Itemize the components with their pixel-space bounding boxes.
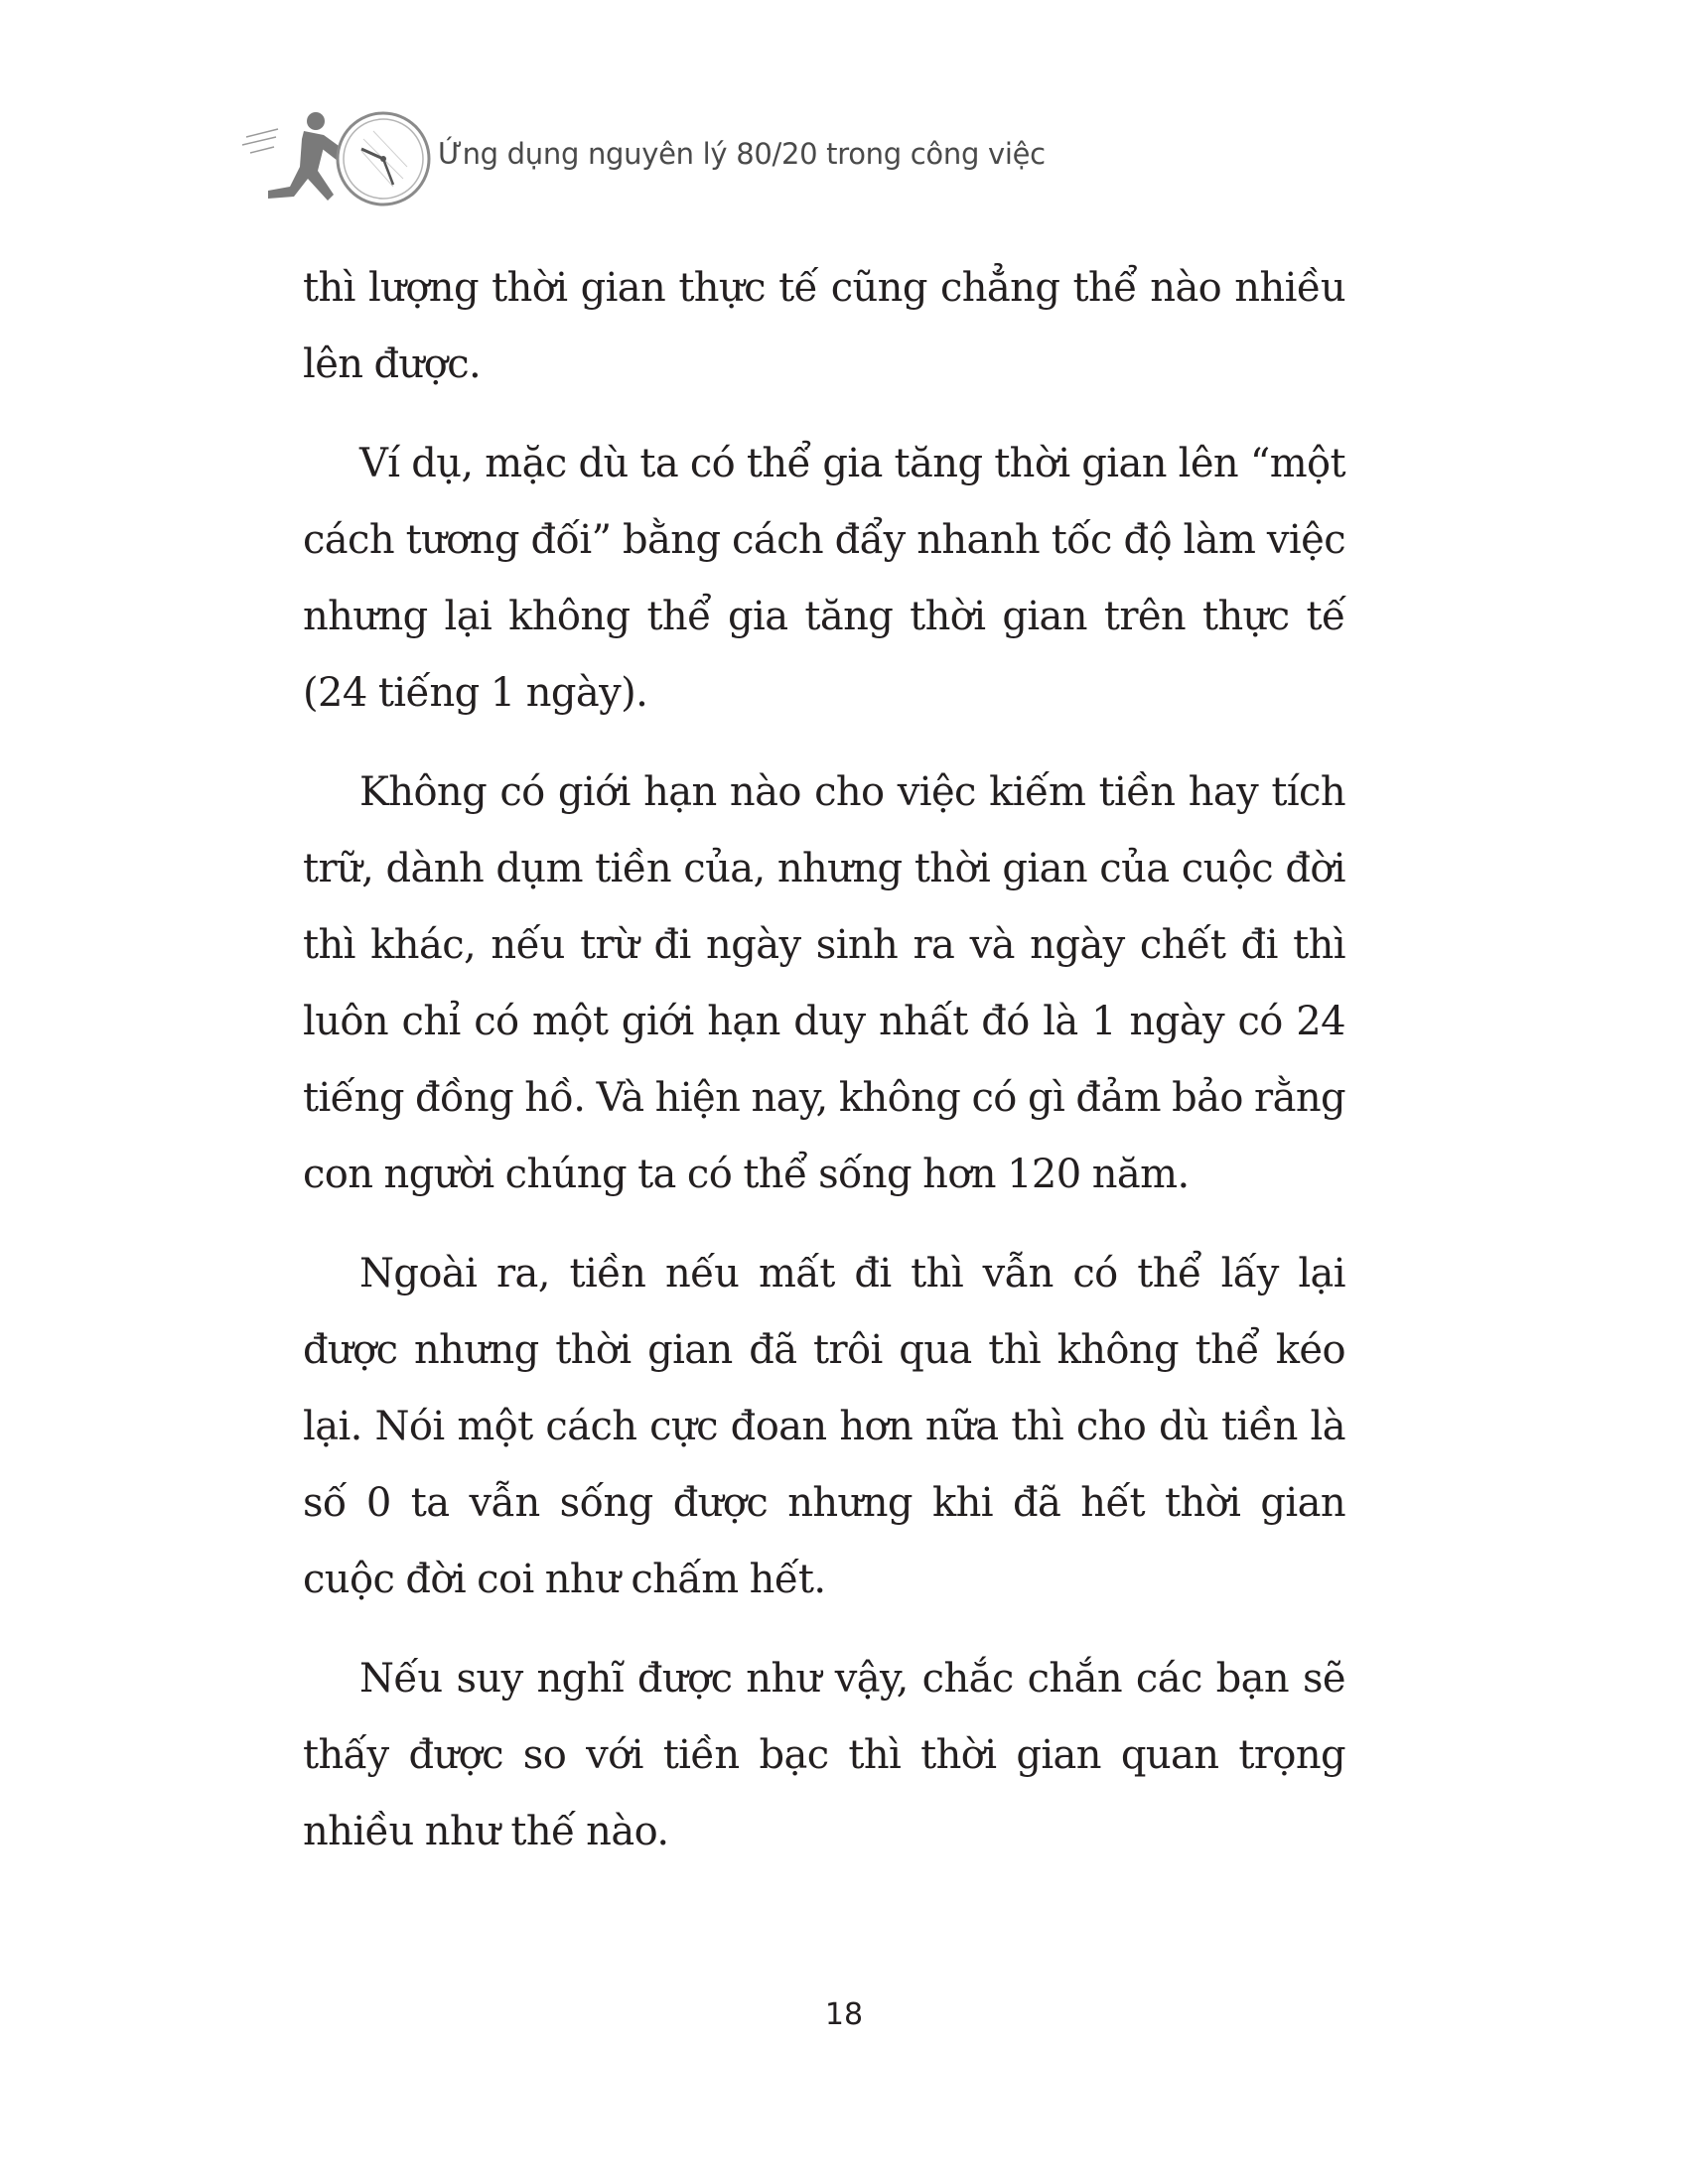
paragraph: Ngoài ra, tiền nếu mất đi thì vẫn có thể lấy lại được nhưng thời gian đã trôi qua thì không thể kéo lại. Nói một cách cực đoan hơn nữa thì cho dù tiền là số 0 ta vẫn sống được nhưng khi đã hết thời gian cuộc đời coi như chấm hết.: [303, 1251, 1345, 1602]
paragraph: Nếu suy nghĩ được như vậy, chắc chắn các bạn sẽ thấy được so với tiền bạc thì thời gian quan trọng nhiều như thế nào.: [303, 1656, 1345, 1854]
man-pushing-clock-icon: [234, 99, 433, 218]
running-header: [234, 99, 1128, 218]
body-text: [303, 250, 1345, 1893]
paragraph: thì lượng thời gian thực tế cũng chẳng thể nào nhiều lên được.: [303, 265, 1345, 387]
paragraph: Không có giới hạn nào cho việc kiếm tiền hay tích trữ, dành dụm tiền của, nhưng thời gian của cuộc đời thì khác, nếu trừ đi ngày sinh ra và ngày chết đi thì luôn chỉ có một giới hạn duy nhất đó là 1 ngày có 24 tiếng đồng hồ. Và hiện nay, không có gì đảm bảo rằng con người chúng ta có thể sống hơn 120 năm.: [303, 769, 1345, 1197]
running-header-title: Ứng dụng nguyên lý 80/20 trong công việc: [438, 137, 1046, 171]
paragraph: Ví dụ, mặc dù ta có thể gia tăng thời gian lên “một cách tương đối” bằng cách đẩy nhanh tốc độ làm việc nhưng lại không thể gia tăng thời gian trên thực tế (24 tiếng 1 ngày).: [303, 441, 1345, 716]
page-number: 18: [824, 1997, 864, 2032]
